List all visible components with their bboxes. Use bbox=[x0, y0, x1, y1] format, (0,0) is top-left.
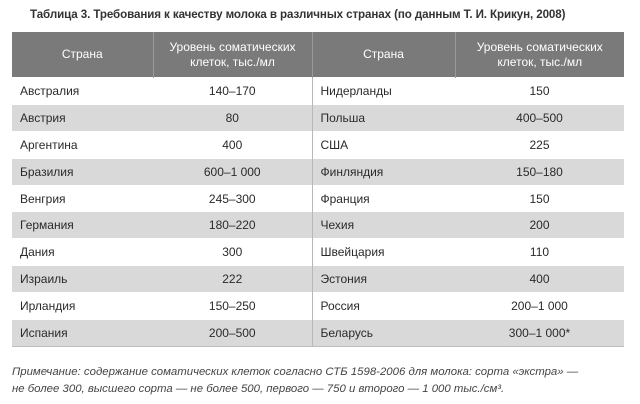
table-row bbox=[12, 185, 624, 212]
level-cell: 150 bbox=[455, 185, 624, 212]
country-cell: Чехия bbox=[312, 212, 455, 239]
level-cell: 180–220 bbox=[153, 212, 312, 239]
level-cell: 245–300 bbox=[153, 185, 312, 212]
caption-label: Таблица 3. bbox=[30, 8, 91, 21]
table-row bbox=[12, 104, 624, 131]
country-cell: Аргентина bbox=[12, 131, 153, 158]
caption-text: Требования к качеству молока в различных странах (по данным Т. И. Крикун, 2008) bbox=[93, 8, 566, 21]
level-cell: 80 bbox=[153, 104, 312, 131]
level-cell: 300–1 000* bbox=[455, 320, 624, 347]
table-footnote bbox=[12, 364, 632, 398]
table-caption bbox=[30, 8, 630, 21]
table-row bbox=[12, 131, 624, 158]
level-cell: 150–180 bbox=[455, 158, 624, 185]
country-cell: Испания bbox=[12, 320, 153, 347]
table-row bbox=[12, 239, 624, 266]
country-cell: Россия bbox=[312, 293, 455, 320]
country-cell: Польша bbox=[312, 104, 455, 131]
level-cell: 140–170 bbox=[153, 78, 312, 105]
table-row bbox=[12, 78, 624, 105]
level-cell: 400–500 bbox=[455, 104, 624, 131]
footnote-line-2: не более 300, высшего сорта — не более 500, первого — 750 и второго — 1 000 тыс./см³. bbox=[12, 383, 505, 395]
country-cell: Эстония bbox=[312, 266, 455, 293]
table-header-row bbox=[12, 32, 624, 78]
country-cell: Финляндия bbox=[312, 158, 455, 185]
country-cell: Венгрия bbox=[12, 185, 153, 212]
country-cell: Бразилия bbox=[12, 158, 153, 185]
country-cell: Дания bbox=[12, 239, 153, 266]
level-cell: 300 bbox=[153, 239, 312, 266]
level-cell: 225 bbox=[455, 131, 624, 158]
country-cell: США bbox=[312, 131, 455, 158]
header-country-right: Страна bbox=[312, 32, 455, 78]
header-level-left: Уровень соматических клеток, тыс./мл bbox=[153, 32, 312, 78]
level-cell: 150–250 bbox=[153, 293, 312, 320]
level-cell: 110 bbox=[455, 239, 624, 266]
level-cell: 600–1 000 bbox=[153, 158, 312, 185]
level-cell: 200–500 bbox=[153, 320, 312, 347]
country-cell: Ирландия bbox=[12, 293, 153, 320]
level-cell: 150 bbox=[455, 78, 624, 105]
table-row bbox=[12, 212, 624, 239]
country-cell: Беларусь bbox=[312, 320, 455, 347]
footnote-line-1: Примечание: содержание соматических клеток согласно СТБ 1598-2006 для молока: сорта «экстра» — bbox=[12, 366, 579, 378]
level-cell: 400 bbox=[153, 131, 312, 158]
table-row bbox=[12, 293, 624, 320]
country-cell: Нидерланды bbox=[312, 78, 455, 105]
table-row bbox=[12, 320, 624, 347]
country-cell: Израиль bbox=[12, 266, 153, 293]
table-row bbox=[12, 158, 624, 185]
country-cell: Австрия bbox=[12, 104, 153, 131]
header-country-left: Страна bbox=[12, 32, 153, 78]
country-cell: Германия bbox=[12, 212, 153, 239]
header-level-right: Уровень соматических клеток, тыс./мл bbox=[455, 32, 624, 78]
level-cell: 200 bbox=[455, 212, 624, 239]
level-cell: 222 bbox=[153, 266, 312, 293]
level-cell: 400 bbox=[455, 266, 624, 293]
table-row bbox=[12, 266, 624, 293]
somatic-cells-table bbox=[12, 32, 624, 347]
country-cell: Франция bbox=[312, 185, 455, 212]
country-cell: Австралия bbox=[12, 78, 153, 105]
level-cell: 200–1 000 bbox=[455, 293, 624, 320]
country-cell: Швейцария bbox=[312, 239, 455, 266]
